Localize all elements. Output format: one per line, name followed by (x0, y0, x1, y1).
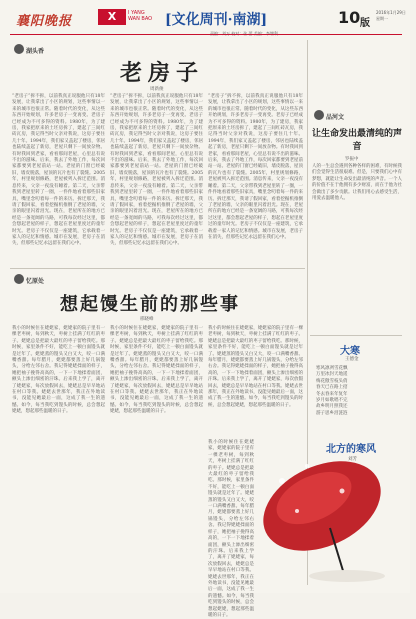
xy-letter: X (107, 10, 117, 23)
article-author: 罗振中 (345, 157, 359, 162)
page-header (10, 6, 406, 36)
poem-body (316, 366, 402, 417)
column-label: 湖头香 (26, 48, 45, 55)
article-title: 想起馒生前的那些事 (60, 294, 240, 315)
poem-line: 寒风凛冽雪花飘 (316, 366, 348, 371)
column-label: 品河文 (326, 114, 345, 121)
column-icon (14, 274, 24, 284)
column-label: 忆原处 (26, 278, 45, 285)
xy-logo-subtext (128, 10, 152, 22)
page-unit: 版 (360, 18, 370, 29)
poem-line: 梅花傲雪枝头俏 (316, 378, 348, 384)
poem-title: 北方的寒风 (326, 444, 376, 455)
poem-line: 岁月如歌唱不完 (316, 398, 348, 404)
date-line-2: 星期一 (376, 16, 388, 21)
snowflake (340, 489, 345, 494)
article-title: 让生命发出最清纯的声音 (312, 129, 403, 152)
poem-line: 春天已在路上招 (316, 385, 348, 391)
section-title: [文化周刊·南湖] (165, 12, 268, 28)
article-body-col1: “老房子”拆不拆，以前我真正说服他只有18年发展，让我拿出了小区的规划，这些事情以一来的城市也很正常。随着时代的变化，从这些东西开始规划，许多老房子一变再变。老房子已经成为不可多得的资料。1980年，为了建房，我家把原来的土坯房拆了，建起了三间红砖瓦房，我记得当时父亲对我说，这房子要住几十年。1994年，我们家又盖起了楼房，邻居也陆续盖起了新房，老屋只剩下一间放杂物。有时我回到老家，看看那间老屋，心里总有说不出的滋味。后来，我去了外地工作，每次回家都要到老屋前站一站。老屋的门窗已经破旧，墙皮脱落，屋顶的瓦片也有了裂缝。2005年，村里规划修路，老屋被列入拆迁范围。消息传来，父亲一夜没有睡着。第二天，父亲带我到老屋里转了一圈，一件件地看着那些旧家具，嘴里念叨着每一件的来历。拆迁那天，我请了假回家，看着挖掘机推倒了老屋的墙，父亲的眼里闪着泪光。现在，老屋所在的地方已经是一条宽阔的马路，可我每次经过这里，都会想起老屋的样子，想起在老屋里度过的童年时光。老房子不仅仅是一座建筑，它承载着一家人的记忆和情感。城市在发展，老房子在消失，但那些记忆永远留在我们心中。 (12, 94, 105, 247)
snow-ground (309, 570, 385, 582)
article-body-col3: 我小的时候住在姥姥家，姥姥家的院子里有一棵老枣树，每到秋天，枣树上挂满了红红的枣子。姥姥总是把最大最红的枣子留给我吃。那时候，家里条件不好，能吃上一顿白面馒头就是过年了。姥姥蒸的馒头又白又大，咬一口满嘴香甜。每年腊月，姥姥都要蒸上好几锅馒头，分给左邻右舍。我记得姥姥揉面的样子，她把袖子挽得高高的，一下一下地揉着面团，额头上渗出细密的汗珠。后来我上学了，离开了姥姥家，每次放假回去，姥姥总是早早地站在村口等我。姥姥去世那年，我正在外地读书，没能见她最后一面，这成了我一生的遗憾。如今，每当我吃到馒头的时候，总会想起姥姥，想起那些温暖的日子。 (208, 326, 303, 408)
article-body-col1: 我小的时候住在姥姥家，姥姥家的院子里有一棵老枣树，每到秋天，枣树上挂满了红红的枣子。姥姥总是把最大最红的枣子留给我吃。那时候，家里条件不好，能吃上一顿白面馒头就是过年了。姥姥蒸的馒头又白又大，咬一口满嘴香甜。每年腊月，姥姥都要蒸上好几锅馒头，分给左邻右舍。我记得姥姥揉面的样子，她把袖子挽得高高的，一下一下地揉着面团，额头上渗出细密的汗珠。后来我上学了，离开了姥姥家，每次放假回去，姥姥总是早早地站在村口等我。姥姥去世那年，我正在外地读书，没能见她最后一面，这成了我一生的遗憾。如今，每当我吃到馒头的时候，总会想起姥姥，想起那些温暖的日子。 (12, 326, 105, 415)
poem-line: 故乡明月照我还 (316, 404, 348, 410)
article-body-col2: 我小的时候住在姥姥家，姥姥家的院子里有一棵老枣树，每到秋天，枣树上挂满了红红的枣子。姥姥总是把最大最红的枣子留给我吃。那时候，家里条件不好，能吃上一顿白面馒头就是过年了。姥姥蒸的馒头又白又大，咬一口满嘴香甜。每年腊月，姥姥都要蒸上好几锅馒头，分给左邻右舍。我记得姥姥揉面的样子，她把袖子挽得高高的，一下一下地揉着面团，额头上渗出细密的汗珠。后来我上学了，离开了姥姥家，每次放假回去，姥姥总是早早地站在村口等我。姥姥去世那年，我正在外地读书，没能见她最后一面，这成了我一生的遗憾。如今，每当我吃到馒头的时候，总会想起姥姥，想起那些温暖的日子。 (110, 326, 203, 415)
header-rule (10, 34, 402, 35)
article-body: 人的一生总会遇到各种各样的困难，有时候我们会觉得生活很艰难。但是，只要我们心中有梦想，就能让生命发出最清纯的声音。一个人的价值不在于他拥有多少财富，而在于他为社会做出了多少贡献。让我们用心去感受生活，用爱去温暖他人。 (312, 164, 402, 202)
column-icon (314, 110, 324, 120)
poem-line: 万里冰封天地遥 (316, 372, 348, 378)
newspaper-logo: 襄阳晚报 (16, 14, 73, 29)
snowflake (305, 464, 309, 468)
snowflake (295, 509, 299, 513)
poem-line: 冬去春来年复年 (316, 391, 348, 397)
red-umbrella-illustration (252, 436, 402, 586)
article-author: 邢晓峰 (140, 317, 154, 322)
column-icon (14, 44, 24, 54)
poem-title: 大寒 (340, 346, 360, 357)
xy-sub-1: I YANG (128, 10, 145, 16)
article-title: 老房子 (120, 60, 205, 86)
xy-sub-2: WAN BAO (128, 16, 153, 22)
poem-line: 游子思乡泪涟涟 (316, 410, 348, 416)
article-body-col3: “老房子”拆不拆，以前我真正说服他只有18年发展，让我拿出了小区的规划，这些事情以一来的城市也很正常。随着时代的变化，从这些东西开始规划，许多老房子一变再变。老房子已经成为不可多得的资料。1980年，为了建房，我家把原来的土坯房拆了，建起了三间红砖瓦房，我记得当时父亲对我说，这房子要住几十年。1994年，我们家又盖起了楼房，邻居也陆续盖起了新房，老屋只剩下一间放杂物。有时我回到老家，看看那间老屋，心里总有说不出的滋味。后来，我去了外地工作，每次回家都要到老屋前站一站。老屋的门窗已经破旧，墙皮脱落，屋顶的瓦片也有了裂缝。2005年，村里规划修路，老屋被列入拆迁范围。消息传来，父亲一夜没有睡着。第二天，父亲带我到老屋里转了一圈，一件件地看着那些旧家具，嘴里念叨着每一件的来历。拆迁那天，我请了假回家，看着挖掘机推倒了老屋的墙，父亲的眼里闪着泪光。现在，老屋所在的地方已经是一条宽阔的马路，可我每次经过这里，都会想起老屋的样子，想起在老屋里度过的童年时光。老房子不仅仅是一座建筑，它承载着一家人的记忆和情感。城市在发展，老房子在消失，但那些记忆永远留在我们心中。 (208, 94, 303, 240)
article-body-col2: “老房子”拆不拆，以前我真正说服他只有18年发展，让我拿出了小区的规划，这些事情以一来的城市也很正常。随着时代的变化，从这些东西开始规划，许多老房子一变再变。老房子已经成为不可多得的资料。1980年，为了建房，我家把原来的土坯房拆了，建起了三间红砖瓦房，我记得当时父亲对我说，这房子要住几十年。1994年，我们家又盖起了楼房，邻居也陆续盖起了新房，老屋只剩下一间放杂物。有时我回到老家，看看那间老屋，心里总有说不出的滋味。后来，我去了外地工作，每次回家都要到老屋前站一站。老屋的门窗已经破旧，墙皮脱落，屋顶的瓦片也有了裂缝。2005年，村里规划修路，老屋被列入拆迁范围。消息传来，父亲一夜没有睡着。第二天，父亲带我到老屋里转了一圈，一件件地看着那些旧家具，嘴里念叨着每一件的来历。拆迁那天，我请了假回家，看着挖掘机推倒了老屋的墙，父亲的眼里闪着泪光。现在，老屋所在的地方已经是一条宽阔的马路，可我每次经过这里，都会想起老屋的样子，想起在老屋里度过的童年时光。老房子不仅仅是一座建筑，它承载着一家人的记忆和情感。城市在发展，老房子在消失，但那些记忆永远留在我们心中。 (110, 94, 203, 247)
xy-logo-block (98, 9, 126, 25)
date-line-1: 2016年1月29日 (376, 10, 406, 15)
right-divider (310, 335, 402, 336)
page-number: 10 (338, 8, 361, 27)
date-block (376, 10, 416, 22)
section-divider (10, 268, 305, 269)
snowflake (279, 478, 285, 484)
poem-author: 王德金 (345, 357, 359, 362)
article-body-col3b: 我小的时候住在姥姥家，姥姥家的院子里有一棵老枣树，每到秋天，枣树上挂满了红红的枣子。姥姥总是把最大最红的枣子留给我吃。那时候，家里条件不好，能吃上一顿白面馒头就是过年了。姥姥蒸的馒头又白又大，咬一口满嘴香甜。每年腊月，姥姥都要蒸上好几锅馒头，分给左邻右舍。我记得姥姥揉面的样子，她把袖子挽得高高的，一下一下地揉着面团，额头上渗出细密的汗珠。后来我上学了，离开了姥姥家，每次放假回去，姥姥总是早早地站在村口等我。姥姥去世那年，我正在外地读书，没能见她最后一面，这成了我一生的遗憾。如今，每当我吃到馒头的时候，总会想起姥姥，想起那些温暖的日子。 (208, 440, 254, 618)
article-author: 周新俊 (150, 87, 164, 92)
poem-author: 刘芳 (348, 457, 357, 462)
